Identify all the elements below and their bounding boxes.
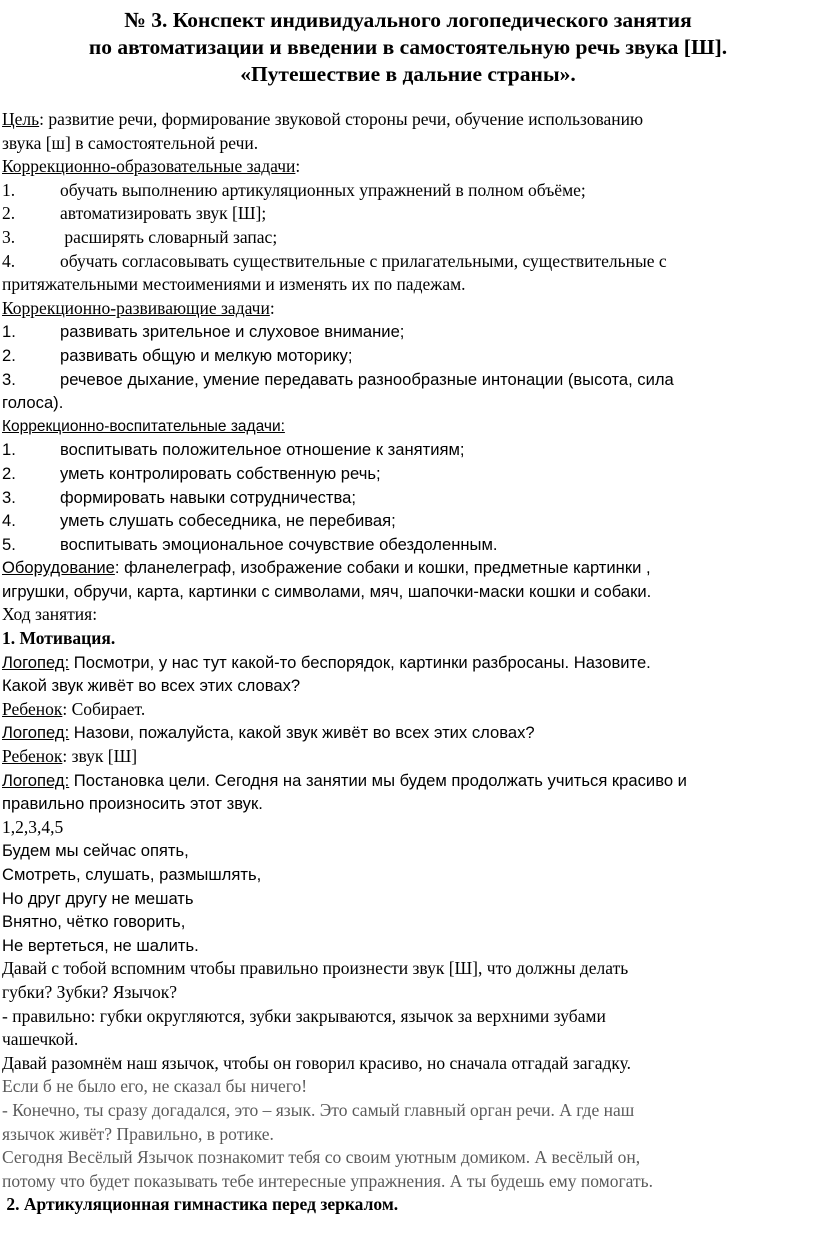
goal-text-1: : развитие речи, формирование звуковой стороны речи, обучение использованию — [39, 109, 644, 129]
document-body — [2, 108, 802, 1217]
educational-item: 4. обучать согласовывать существительные с прилагательными, существительные с — [2, 250, 667, 271]
equipment-line-1: Оборудование: фланелеграф, изображение собаки и кошки, предметные картинки , — [2, 558, 651, 578]
poem-line: Внятно, чётко говорить, — [2, 912, 186, 932]
upbringing-heading: Коррекционно-воспитательные задачи: — [2, 417, 285, 435]
developing-item: 1. развивать зрительное и слуховое внимание; — [2, 322, 405, 342]
riddle-intro: Давай разомнём наш язычок, чтобы он говорил красиво, но сначала отгадай загадку. — [2, 1052, 632, 1073]
dialog-line: Логопед: Назови, пожалуйста, какой звук живёт во всех этих словах? — [2, 723, 535, 743]
poem-line: Смотреть, слушать, размышлять, — [2, 865, 262, 884]
speaker-logoped: Логопед: — [2, 652, 70, 672]
upbringing-item: 2. уметь контролировать собственную речь; — [2, 463, 381, 483]
goal-line-2: звука [ш] в самостоятельной речи. — [2, 132, 259, 153]
poem-line: Не вертеться, не шалить. — [2, 935, 199, 955]
articulation-answer-2: чашечкой. — [2, 1029, 79, 1050]
document-title — [0, 0, 816, 88]
title-line-2: по автоматизации и введении в самостоятельную речь звука [Ш]. — [88, 35, 728, 59]
upbringing-item: 1. воспитывать положительное отношение к занятиям; — [2, 440, 465, 460]
poem-line: Будем мы сейчас опять, — [2, 841, 189, 861]
upbringing-item: 5. воспитывать эмоциональное сочувствие обездоленным. — [2, 534, 498, 554]
educational-item: 1. обучать выполнению артикуляционных упражнений в полном объёме; — [2, 179, 586, 200]
equipment-label: Оборудование — [2, 558, 115, 578]
grey-paragraph-line: Сегодня Весёлый Язычок познакомит тебя со своим уютным домиком. А весёлый он, — [2, 1147, 641, 1168]
lesson-course-heading: Ход занятия: — [2, 604, 98, 625]
section-motivation-heading: 1. Мотивация. — [2, 628, 116, 649]
poem-line: Но друг другу не мешать — [2, 888, 194, 908]
riddle-text: Если б не было его, не сказал бы ничего! — [2, 1076, 308, 1097]
grey-paragraph-line: язычок живёт? Правильно, в ротике. — [2, 1123, 274, 1144]
title-line-3: «Путешествие в дальние страны». — [240, 62, 576, 86]
articulation-question-2: губки? Зубки? Язычок? — [2, 981, 177, 1002]
upbringing-item: 3. формировать навыки сотрудничества; — [2, 487, 356, 507]
grey-paragraph-line: - Конечно, ты сразу догадался, это – язык. Это самый главный орган речи. А где наш — [2, 1099, 635, 1120]
educational-item: 3. расширять словарный запас; — [2, 226, 278, 247]
poem-count: 1,2,3,4,5 — [2, 816, 64, 837]
educational-item: 2. автоматизировать звук [Ш]; — [2, 203, 267, 224]
dialog-line: Логопед: Постановка цели. Сегодня на занятии мы будем продолжать учиться красиво и — [2, 770, 687, 790]
articulation-question-1: Давай с тобой вспомним чтобы правильно произнести звук [Ш], что должны делать — [2, 958, 629, 979]
developing-item: 3. речевое дыхание, умение передавать разнообразные интонации (высота, сила — [2, 369, 674, 389]
dialog-line: Логопед: Посмотри, у нас тут какой-то беспорядок, картинки разбросаны. Назовите. — [2, 652, 651, 672]
educational-heading: Коррекционно-образовательные задачи: — [2, 156, 301, 177]
speaker-child: Ребенок — [2, 698, 63, 719]
section-gymnastics-heading: 2. Артикуляционная гимнастика перед зеркалом. — [2, 1194, 399, 1215]
dialog-line: Какой звук живёт во всех этих словах? — [2, 676, 301, 696]
articulation-answer-1: - правильно: губки округляются, зубки закрываются, язычок за верхними зубами — [2, 1005, 606, 1026]
speaker-child: Ребенок — [2, 746, 63, 767]
developing-heading: Коррекционно-развивающие задачи: — [2, 297, 275, 318]
equipment-line-2: игрушки, обручи, карта, картинки с символами, мяч, шапочки-маски кошки и собаки. — [2, 581, 652, 601]
grey-paragraph-line: потому что будет показывать тебе интересные упражнения. А ты будешь ему помогать. — [2, 1170, 653, 1191]
speaker-logoped: Логопед: — [2, 770, 70, 790]
dialog-line: Ребенок: Собирает. — [2, 698, 146, 719]
developing-item-continuation: голоса). — [2, 393, 64, 413]
dialog-line: Ребенок: звук [Ш] — [2, 746, 138, 767]
developing-item: 2. развивать общую и мелкую моторику; — [2, 345, 353, 365]
goal-label: Цель — [2, 109, 40, 129]
goal-line-1 — [2, 108, 802, 132]
title-line-1: № 3. Конспект индивидуального логопедического занятия — [124, 8, 692, 32]
dialog-line: правильно произносить этот звук. — [2, 794, 263, 814]
upbringing-item: 4. уметь слушать собеседника, не перебивая; — [2, 511, 396, 531]
educational-item-continuation: притяжательными местоимениями и изменять их по падежам. — [2, 274, 466, 295]
speaker-logoped: Логопед: — [2, 723, 70, 743]
